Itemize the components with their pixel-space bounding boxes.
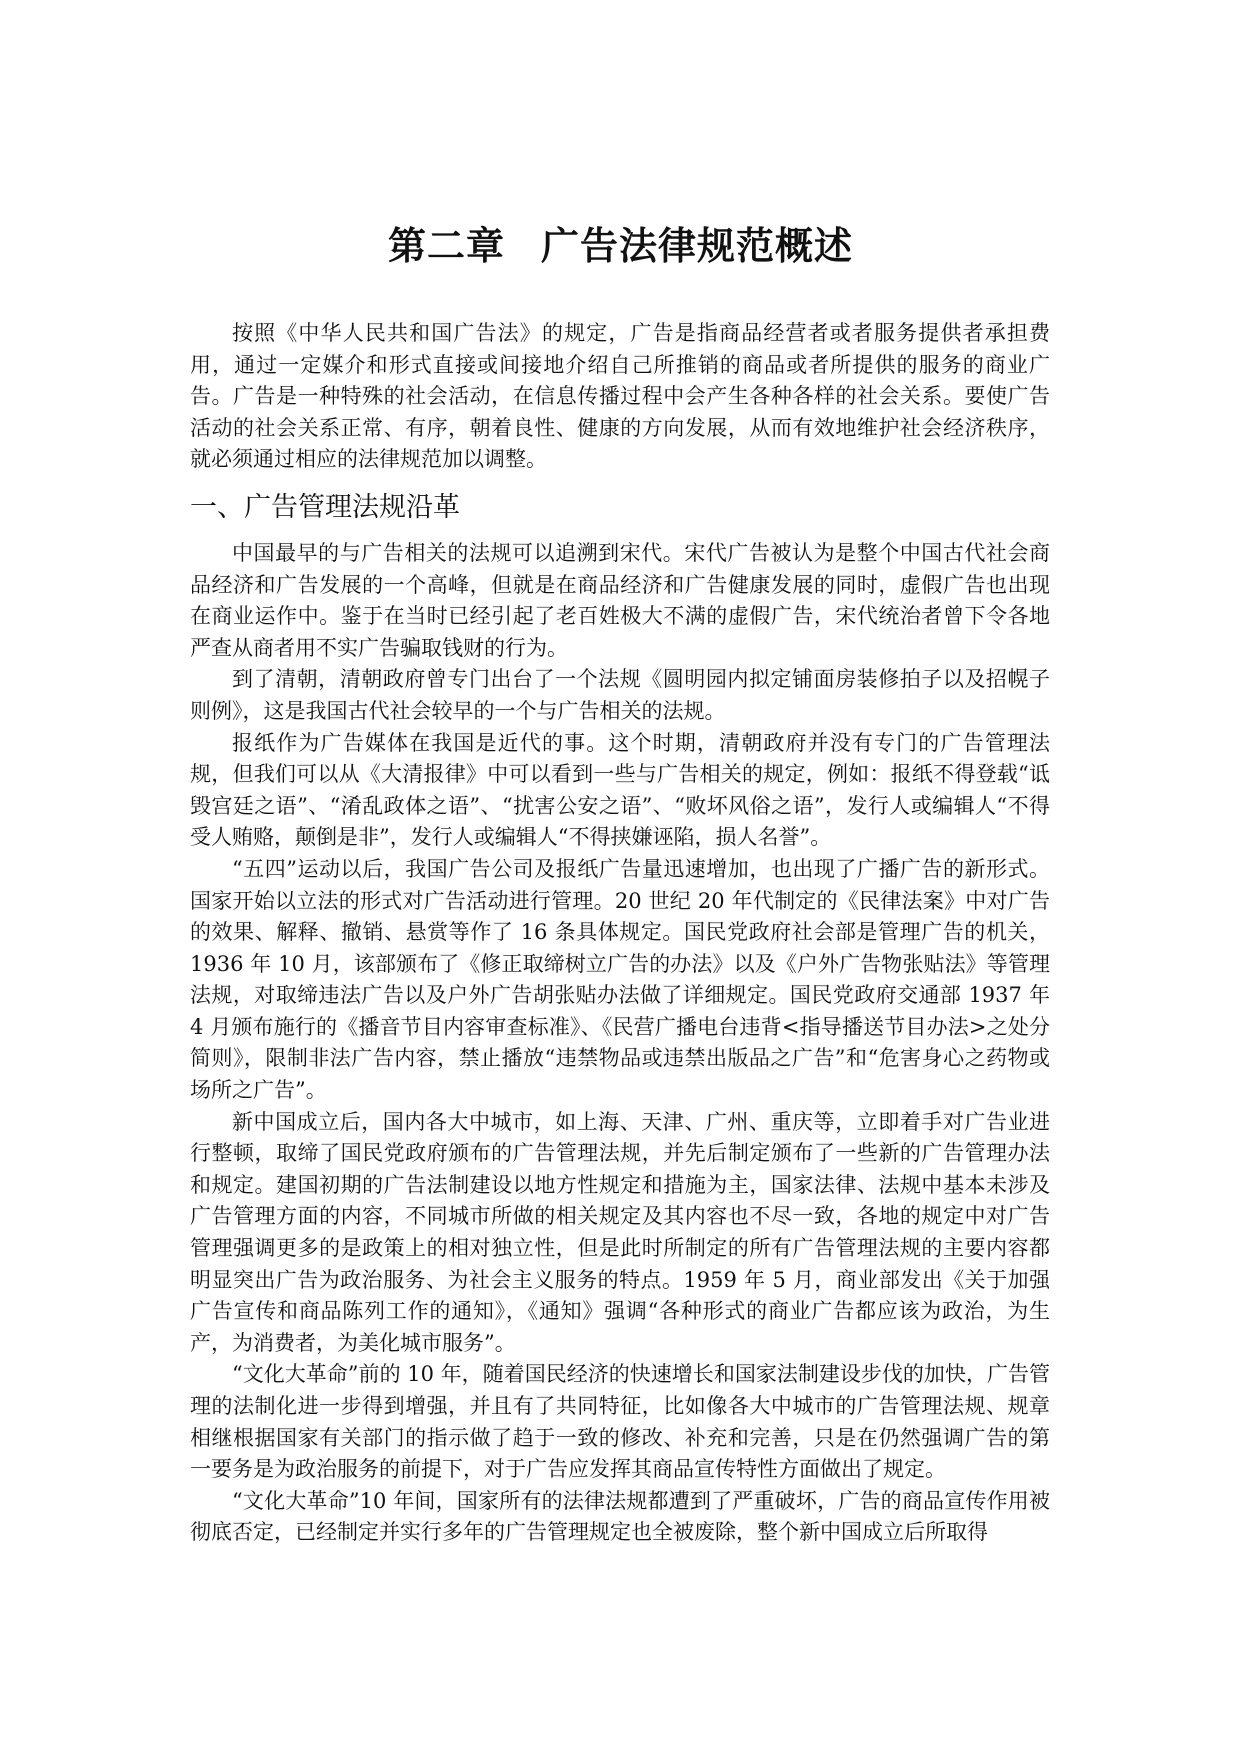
body-paragraph: “文化大革命”前的 10 年，随着国民经济的快速增长和国家法制建设步伐的加快，广告管理的法制化进一步得到增强，并且有了共同特征，比如像各大中城市的广告管理法规、规章相继根据国家有关部门的指示做了趋于一致的修改、补充和完善，只是在仍然强调广告的第一要务是为政治服务的前提下，对于广告应发挥其商品宣传特性方面做出了规定。 bbox=[190, 1362, 1050, 1482]
body-paragraph: 中国最早的与广告相关的法规可以追溯到宋代。宋代广告被认为是整个中国古代社会商品经济和广告发展的一个高峰，但就是在商品经济和广告健康发展的同时，虚假广告也出现在商业运作中。鉴于在当时已经引起了老百姓极大不满的虚假广告，宋代统治者曾下令各地严查从商者用不实广告骗取钱财的行为。 bbox=[190, 540, 1050, 660]
body-paragraph: 报纸作为广告媒体在我国是近代的事。这个时期，清朝政府并没有专门的广告管理法规，但我们可以从《大清报律》中可以看到一些与广告相关的规定，例如：报纸不得登载“诋毁宫廷之语”、“淆乱政体之语”、“扰害公安之语”、“败坏风俗之语”，发行人或编辑人“不得受人贿赂，颠倒是非”，发行人或编辑人“不得挟嫌诬陷，损人名誉”。 bbox=[190, 730, 1050, 850]
body-paragraph: “文化大革命”10 年间，国家所有的法律法规都遭到了严重破坏，广告的商品宣传作用被彻底否定，已经制定并实行多年的广告管理规定也全被废除，整个新中国成立后所取得 bbox=[190, 1488, 1050, 1545]
chapter-title-text: 广告法律规范概述 bbox=[541, 224, 854, 268]
chapter-title bbox=[0, 222, 1241, 270]
body-paragraph: 到了清朝，清朝政府曾专门出台了一个法规《圆明园内拟定铺面房装修拍子以及招幌子则例》，这是我国古代社会较早的一个与广告相关的法规。 bbox=[190, 667, 1050, 723]
intro-paragraph: 按照《中华人民共和国广告法》的规定，广告是指商品经营者或者服务提供者承担费用，通过一定媒介和形式直接或间接地介绍自己所推销的商品或者所提供的服务的商业广告。广告是一种特殊的社会活动，在信息传播过程中会产生各种各样的社会关系。要使广告活动的社会关系正常、有序，朝着良性、健康的方向发展，从而有效地维护社会经济秩序，就必须通过相应的法律规范加以调整。 bbox=[190, 321, 1050, 472]
body-paragraph: 新中国成立后，国内各大中城市，如上海、天津、广州、重庆等，立即着手对广告业进行整顿，取缔了国民党政府颁布的广告管理法规，并先后制定颁布了一些新的广告管理办法和规定。建国初期的广告法制建设以地方性规定和措施为主，国家法律、法规中基本未涉及广告管理方面的内容，不同城市所做的相关规定及其内容也不尽一致，各地的规定中对广告管理强调更多的是政策上的相对独立性，但是此时所制定的所有广告管理法规的主要内容都明显突出广告为政治服务、为社会主义服务的特点。1959 年 5 月，商业部发出《关于加强广告宣传和商品陈列工作的通知》，《通知》强调“各种形式的商业广告都应该为政治，为生产，为消费者，为美化城市服务”。 bbox=[190, 1109, 1050, 1355]
chapter-number: 第二章 bbox=[387, 224, 505, 268]
section-heading: 一、广告管理法规沿革 bbox=[190, 491, 460, 523]
chapter-body bbox=[190, 318, 1050, 1549]
body-paragraph: “五四”运动以后，我国广告公司及报纸广告量迅速增加，也出现了广播广告的新形式。国家开始以立法的形式对广告活动进行管理。20 世纪 20 年代制定的《民律法案》中对广告的效果、解释、撤销、悬赏等作了 16 条具体规定。国民党政府社会部是管理广告的机关，1936 年 10 月，该部颁布了《修正取缔树立广告的办法》以及《户外广告物张贴法》等管理法规，对取缔违法广告以及户外广告胡张贴办法做了详细规定。国民党政府交通部 1937 年 4 月颁布施行的《播音节目内容审查标准》、《民营广播电台违背<指导播送节目办法>之处分简则》，限制非法广告内容，禁止播放“违禁物品或违禁出版品之广告”和“危害身心之药物或场所之广告”。 bbox=[190, 856, 1050, 1103]
